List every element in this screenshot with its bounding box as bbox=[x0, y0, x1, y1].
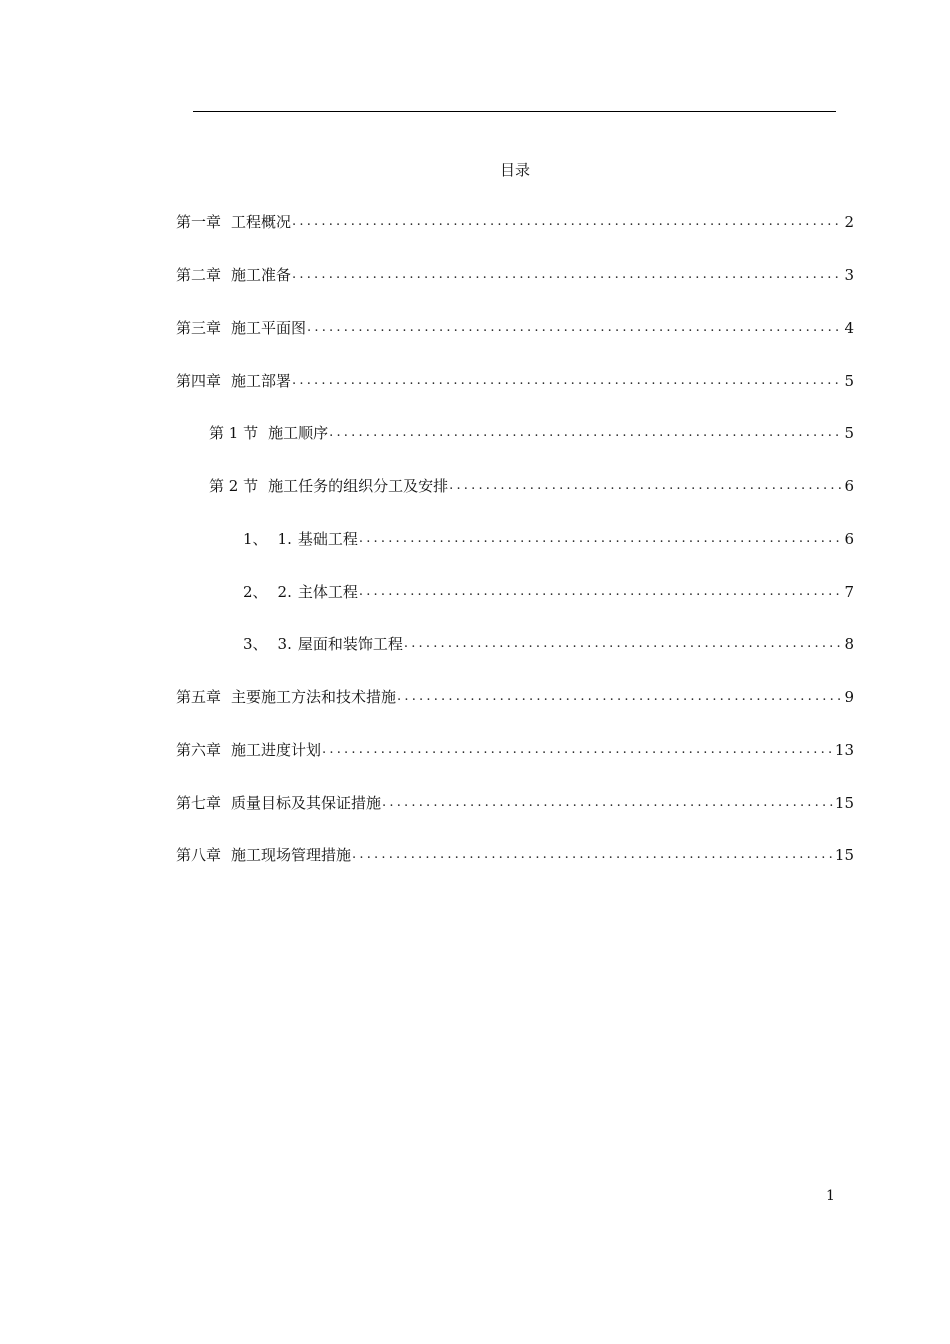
toc-entry-title: 质量目标及其保证措施 bbox=[231, 794, 382, 812]
toc-entry-item-3[interactable] bbox=[243, 632, 854, 656]
toc-dot-leader bbox=[359, 527, 843, 551]
toc-dot-leader bbox=[292, 369, 842, 393]
toc-entry-page: 15 bbox=[834, 846, 854, 864]
toc-entry-title: 施工任务的组织分工及安排 bbox=[268, 477, 449, 495]
toc-entry-page: 15 bbox=[834, 794, 854, 812]
toc-dot-leader bbox=[382, 791, 833, 815]
toc-entry-title: 屋面和装饰工程 bbox=[297, 635, 403, 653]
toc-entry-chapter-5[interactable] bbox=[176, 685, 854, 709]
toc-dot-leader bbox=[397, 685, 842, 709]
toc-entry-page: 4 bbox=[844, 319, 854, 337]
toc-entry-number: 1、 bbox=[243, 530, 268, 548]
toc-entry-number: 第六章 bbox=[176, 741, 222, 759]
toc-entry-subnumber: 3. bbox=[277, 635, 292, 653]
toc-entry-title: 主体工程 bbox=[297, 583, 358, 601]
toc-dot-leader bbox=[292, 210, 842, 234]
toc-entry-chapter-6[interactable] bbox=[176, 738, 854, 762]
toc-entry-page: 9 bbox=[844, 688, 854, 706]
toc-entry-number: 第七章 bbox=[176, 794, 222, 812]
toc-entry-number: 3、 bbox=[243, 635, 268, 653]
toc-dot-leader bbox=[352, 843, 833, 867]
toc-entry-title: 施工平面图 bbox=[231, 319, 307, 337]
toc-entry-chapter-3[interactable] bbox=[176, 316, 854, 340]
toc-entry-title: 施工部署 bbox=[231, 372, 292, 390]
toc-entry-title: 主要施工方法和技术措施 bbox=[231, 688, 397, 706]
toc-entry-section-2[interactable] bbox=[209, 474, 854, 498]
toc-dot-leader bbox=[307, 316, 842, 340]
toc-entry-subnumber: 1. bbox=[277, 530, 292, 548]
toc-dot-leader bbox=[322, 738, 833, 762]
toc-entry-number: 第五章 bbox=[176, 688, 222, 706]
toc-entry-page: 5 bbox=[844, 424, 854, 442]
toc-entry-title: 施工进度计划 bbox=[231, 741, 322, 759]
toc-entry-number: 2、 bbox=[243, 583, 268, 601]
toc-entry-number: 第 2 节 bbox=[209, 477, 259, 495]
toc-entry-number: 第三章 bbox=[176, 319, 222, 337]
toc-entry-page: 13 bbox=[834, 741, 854, 759]
toc-entry-page: 7 bbox=[844, 583, 854, 601]
toc-entry-number: 第二章 bbox=[176, 266, 222, 284]
toc-entry-title: 施工现场管理措施 bbox=[231, 846, 352, 864]
toc-dot-leader bbox=[292, 263, 842, 287]
toc-entry-section-1[interactable] bbox=[209, 421, 854, 445]
toc-entry-page: 3 bbox=[844, 266, 854, 284]
toc-entry-subnumber: 2. bbox=[277, 583, 292, 601]
toc-entry-page: 8 bbox=[844, 635, 854, 653]
page-number: 1 bbox=[826, 1188, 835, 1204]
toc-entry-page: 5 bbox=[844, 372, 854, 390]
toc-dot-leader bbox=[359, 580, 843, 604]
toc-dot-leader bbox=[404, 632, 843, 656]
toc-entry-title: 施工顺序 bbox=[268, 424, 329, 442]
toc-entry-number: 第四章 bbox=[176, 372, 222, 390]
toc-entry-item-1[interactable] bbox=[243, 527, 854, 551]
toc-entry-chapter-7[interactable] bbox=[176, 791, 854, 815]
toc-entry-number: 第八章 bbox=[176, 846, 222, 864]
toc-entry-chapter-4[interactable] bbox=[176, 369, 854, 393]
toc-entry-item-2[interactable] bbox=[243, 580, 854, 604]
toc-entry-number: 第 1 节 bbox=[209, 424, 259, 442]
header-rule bbox=[193, 111, 836, 112]
toc-entry-title: 工程概况 bbox=[231, 213, 292, 231]
toc-dot-leader bbox=[449, 474, 842, 498]
toc-entry-page: 6 bbox=[844, 530, 854, 548]
toc-title: 目录 bbox=[499, 161, 530, 179]
toc-entry-title: 基础工程 bbox=[297, 530, 358, 548]
toc-entry-title: 施工准备 bbox=[231, 266, 292, 284]
toc-entry-chapter-1[interactable] bbox=[176, 210, 854, 234]
toc-entry-chapter-2[interactable] bbox=[176, 263, 854, 287]
toc-entry-page: 6 bbox=[844, 477, 854, 495]
toc-dot-leader bbox=[329, 421, 842, 445]
toc-entry-page: 2 bbox=[844, 213, 854, 231]
toc-entry-chapter-8[interactable] bbox=[176, 843, 854, 867]
toc-entry-number: 第一章 bbox=[176, 213, 222, 231]
